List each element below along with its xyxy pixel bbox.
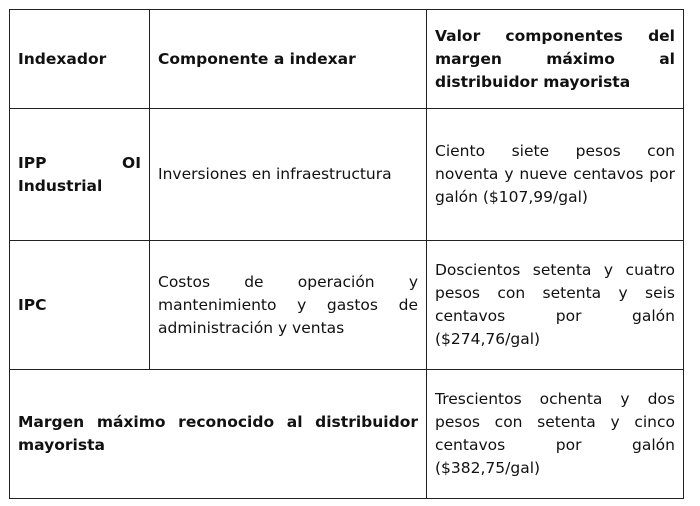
total-valor: Trescientos ochenta y dos pesos con setenta y cinco centavos por galón ($382,75/gal): [427, 370, 684, 499]
cell-valor: Doscientos setenta y cuatro pesos con setenta y seis centavos por galón ($274,76/gal): [427, 241, 684, 370]
table-header-row: [10, 10, 684, 109]
table-row: [10, 109, 684, 241]
cell-componente: Costos de operación y mantenimiento y gastos de administración y ventas: [150, 241, 427, 370]
header-indexador: Indexador: [10, 10, 150, 109]
table-total-row: [10, 370, 684, 499]
header-valor: Valor componentes del margen máximo al distribuidor mayorista: [427, 10, 684, 109]
cell-indexador: IPP OI Industrial: [10, 109, 150, 241]
cell-componente: Inversiones en infraestructura: [150, 109, 427, 241]
cell-indexador: IPC: [10, 241, 150, 370]
header-componente: Componente a indexar: [150, 10, 427, 109]
margin-table: [9, 9, 684, 499]
table-row: [10, 241, 684, 370]
total-label: Margen máximo reconocido al distribuidor mayorista: [10, 370, 427, 499]
cell-valor: Ciento siete pesos con noventa y nueve centavos por galón ($107,99/gal): [427, 109, 684, 241]
